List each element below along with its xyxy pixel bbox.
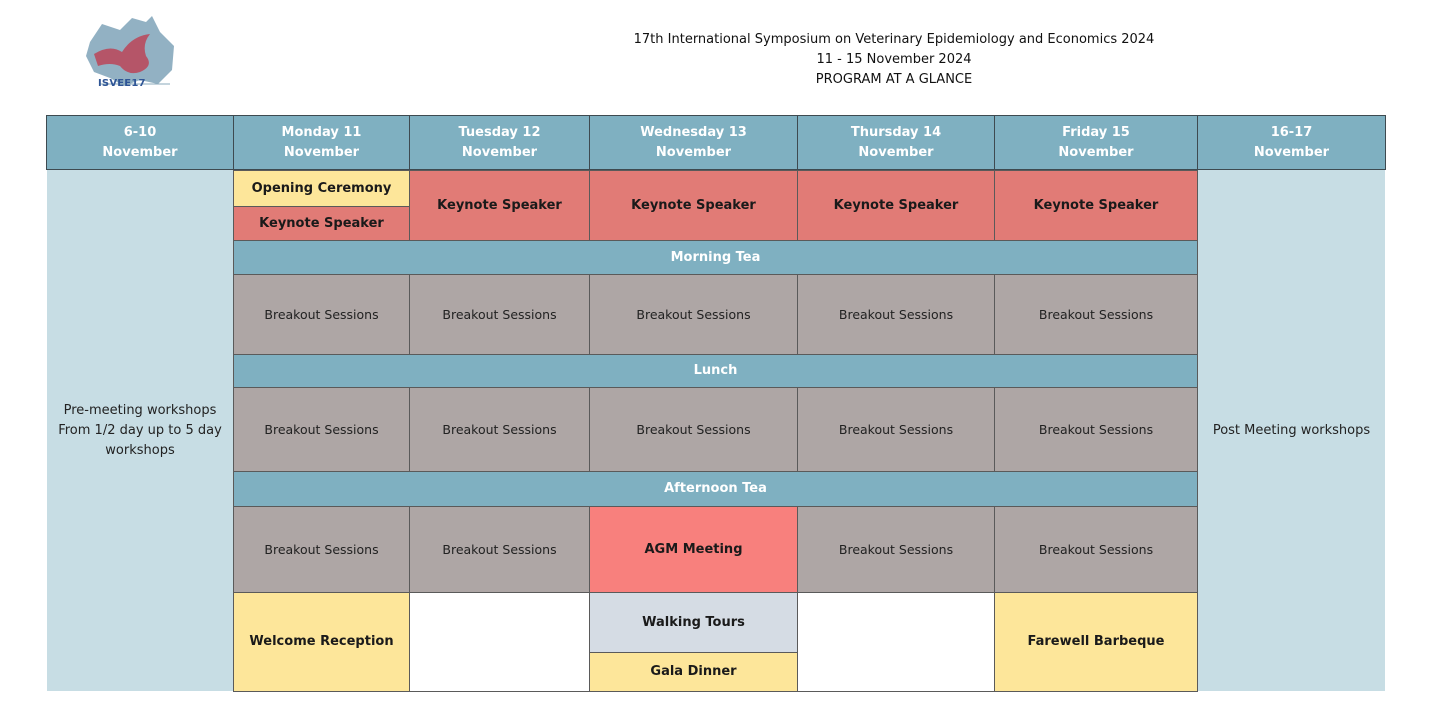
pre-meeting-workshops [47, 170, 233, 691]
col-header-friday-line1: Friday 15 [1062, 124, 1130, 140]
col-header-wednesday [589, 115, 798, 170]
lunch-band: Lunch [233, 354, 1198, 388]
breakout-wednesday-1: Breakout Sessions [589, 274, 798, 355]
breakout-friday-3: Breakout Sessions [994, 506, 1198, 593]
breakout-thursday-2: Breakout Sessions [797, 387, 995, 472]
agm-meeting: AGM Meeting [589, 506, 798, 593]
keynote-wednesday: Keynote Speaker [589, 170, 798, 241]
breakout-tuesday-1: Breakout Sessions [409, 274, 590, 355]
col-header-monday [233, 115, 410, 170]
breakout-tuesday-3: Breakout Sessions [409, 506, 590, 593]
col-header-pre-line2: November [102, 144, 178, 160]
pre-meeting-line1: Pre-meeting workshops [63, 402, 217, 418]
col-header-pre-line1: 6-10 [123, 124, 157, 140]
evening-thursday-empty [797, 592, 995, 692]
breakout-thursday-3: Breakout Sessions [797, 506, 995, 593]
pre-meeting-line2: From 1/2 day up to 5 day [58, 422, 222, 438]
col-header-wednesday-line1: Wednesday 13 [640, 124, 747, 140]
col-header-post [1197, 115, 1386, 170]
evening-tuesday-empty [409, 592, 590, 692]
col-header-pre [46, 115, 234, 170]
post-meeting-workshops: Post Meeting workshops [1198, 170, 1385, 691]
breakout-wednesday-2: Breakout Sessions [589, 387, 798, 472]
col-header-monday-line1: Monday 11 [281, 124, 362, 140]
breakout-monday-2: Breakout Sessions [233, 387, 410, 472]
symposium-dates: 11 - 15 November 2024 [816, 52, 972, 67]
breakout-monday-3: Breakout Sessions [233, 506, 410, 593]
kangaroo-australia-icon [80, 14, 180, 108]
gala-dinner: Gala Dinner [589, 652, 798, 692]
program-heading: PROGRAM AT A GLANCE [815, 72, 973, 87]
pre-meeting-line3: workshops [105, 442, 175, 458]
welcome-reception: Welcome Reception [233, 592, 410, 692]
afternoon-tea-band: Afternoon Tea [233, 471, 1198, 507]
farewell-barbeque: Farewell Barbeque [994, 592, 1198, 692]
keynote-thursday: Keynote Speaker [797, 170, 995, 241]
morning-tea-band: Morning Tea [233, 240, 1198, 275]
col-header-post-line1: 16-17 [1270, 124, 1313, 140]
opening-ceremony: Opening Ceremony [233, 170, 410, 207]
breakout-tuesday-2: Breakout Sessions [409, 387, 590, 472]
keynote-tuesday: Keynote Speaker [409, 170, 590, 241]
isvee-logo [80, 14, 180, 108]
breakout-monday-1: Breakout Sessions [233, 274, 410, 355]
page-header [594, 30, 1194, 90]
col-header-wednesday-line2: November [655, 144, 732, 160]
col-header-tuesday-line1: Tuesday 12 [458, 124, 541, 140]
col-header-tuesday [409, 115, 590, 170]
col-header-thursday [797, 115, 995, 170]
keynote-monday: Keynote Speaker [233, 206, 410, 241]
logo-text: ISVEE17 [98, 78, 146, 89]
col-header-thursday-line1: Thursday 14 [850, 124, 942, 140]
col-header-tuesday-line2: November [461, 144, 538, 160]
col-header-thursday-line2: November [858, 144, 934, 160]
symposium-title: 17th International Symposium on Veterinary Epidemiology and Economics 2024 [633, 32, 1155, 47]
col-header-monday-line2: November [283, 144, 360, 160]
col-header-friday-line2: November [1058, 144, 1134, 160]
breakout-thursday-1: Breakout Sessions [797, 274, 995, 355]
breakout-friday-2: Breakout Sessions [994, 387, 1198, 472]
walking-tours: Walking Tours [589, 592, 798, 653]
breakout-friday-1: Breakout Sessions [994, 274, 1198, 355]
keynote-friday: Keynote Speaker [994, 170, 1198, 241]
col-header-friday [994, 115, 1198, 170]
col-header-post-line2: November [1253, 144, 1330, 160]
